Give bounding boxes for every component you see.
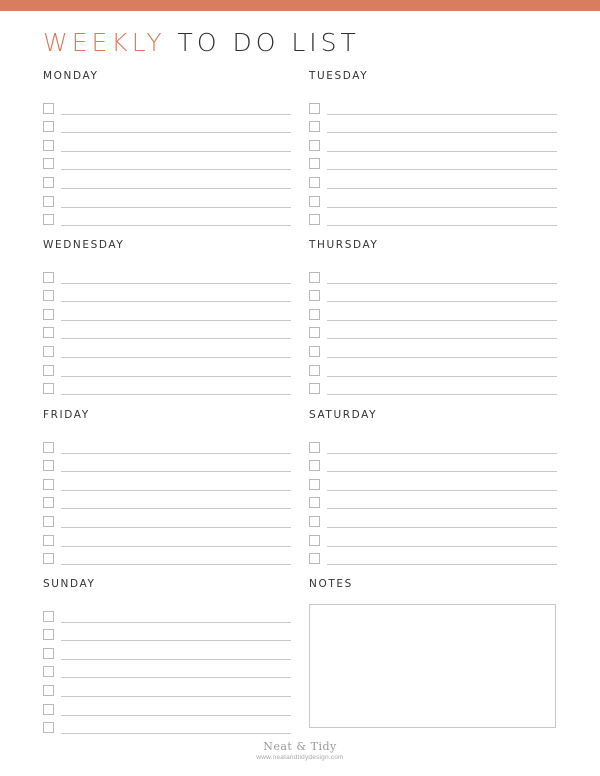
task-row [43, 623, 291, 642]
task-row [43, 491, 291, 510]
day-section-monday [43, 69, 291, 226]
task-checkbox[interactable] [309, 327, 320, 338]
day-title: WEDNESDAY [43, 239, 125, 251]
task-row [43, 208, 291, 227]
task-write-line[interactable] [61, 733, 291, 734]
task-checkbox[interactable] [309, 553, 320, 564]
task-checkbox[interactable] [43, 290, 54, 301]
task-checkbox[interactable] [43, 535, 54, 546]
task-checkbox[interactable] [309, 309, 320, 320]
task-row [43, 454, 291, 473]
task-write-line[interactable] [61, 225, 291, 226]
task-write-line[interactable] [327, 490, 557, 491]
task-checkbox[interactable] [309, 103, 320, 114]
task-row [43, 472, 291, 491]
task-checkbox[interactable] [43, 704, 54, 715]
page-title-rest: TO DO LIST [177, 28, 360, 57]
top-accent-bar [0, 0, 600, 11]
task-write-line[interactable] [61, 376, 291, 377]
task-write-line[interactable] [61, 527, 291, 528]
task-write-line[interactable] [61, 696, 291, 697]
task-write-line[interactable] [327, 169, 557, 170]
task-checkbox[interactable] [43, 516, 54, 527]
task-row [309, 321, 557, 340]
task-row [309, 152, 557, 171]
task-list [309, 96, 557, 226]
task-checkbox[interactable] [43, 140, 54, 151]
task-write-line[interactable] [61, 622, 291, 623]
task-checkbox[interactable] [309, 177, 320, 188]
task-row [43, 358, 291, 377]
task-list [43, 604, 291, 734]
task-checkbox[interactable] [309, 460, 320, 471]
task-row [309, 435, 557, 454]
day-title: SUNDAY [43, 578, 96, 590]
task-checkbox[interactable] [309, 365, 320, 376]
task-row [43, 377, 291, 396]
task-write-line[interactable] [61, 207, 291, 208]
task-row [309, 547, 557, 566]
task-write-line[interactable] [327, 546, 557, 547]
day-section-friday [43, 408, 291, 565]
task-row [309, 208, 557, 227]
task-write-line[interactable] [61, 715, 291, 716]
task-list [309, 435, 557, 565]
task-row [309, 284, 557, 303]
task-row [43, 604, 291, 623]
task-row [43, 660, 291, 679]
task-checkbox[interactable] [43, 611, 54, 622]
task-checkbox[interactable] [309, 140, 320, 151]
task-write-line[interactable] [327, 207, 557, 208]
task-row [309, 265, 557, 284]
task-write-line[interactable] [327, 320, 557, 321]
task-write-line[interactable] [327, 132, 557, 133]
task-write-line[interactable] [61, 114, 291, 115]
task-write-line[interactable] [61, 132, 291, 133]
task-checkbox[interactable] [43, 497, 54, 508]
task-write-line[interactable] [61, 564, 291, 565]
notes-section [309, 577, 557, 728]
task-checkbox[interactable] [43, 346, 54, 357]
task-checkbox[interactable] [43, 121, 54, 132]
task-write-line[interactable] [61, 188, 291, 189]
task-write-line[interactable] [61, 677, 291, 678]
task-row [309, 170, 557, 189]
task-row [309, 96, 557, 115]
task-checkbox[interactable] [43, 629, 54, 640]
task-row [43, 678, 291, 697]
task-checkbox[interactable] [309, 442, 320, 453]
task-row [43, 339, 291, 358]
task-row [43, 547, 291, 566]
task-checkbox[interactable] [43, 196, 54, 207]
task-checkbox[interactable] [309, 497, 320, 508]
task-checkbox[interactable] [43, 327, 54, 338]
task-write-line[interactable] [61, 508, 291, 509]
task-row [43, 528, 291, 547]
task-write-line[interactable] [327, 225, 557, 226]
task-row [43, 170, 291, 189]
task-write-line[interactable] [61, 453, 291, 454]
task-row [43, 641, 291, 660]
task-write-line[interactable] [327, 376, 557, 377]
task-row [309, 454, 557, 473]
task-row [43, 284, 291, 303]
task-write-line[interactable] [61, 357, 291, 358]
task-checkbox[interactable] [43, 272, 54, 283]
task-list [309, 265, 557, 395]
task-row [309, 133, 557, 152]
task-write-line[interactable] [61, 320, 291, 321]
day-title: SATURDAY [309, 409, 378, 421]
task-checkbox[interactable] [309, 479, 320, 490]
task-checkbox[interactable] [309, 535, 320, 546]
task-checkbox[interactable] [43, 722, 54, 733]
task-write-line[interactable] [327, 188, 557, 189]
task-row [43, 716, 291, 735]
task-write-line[interactable] [327, 394, 557, 395]
task-row [43, 265, 291, 284]
task-write-line[interactable] [61, 301, 291, 302]
footer-url: www.neatandtidydesign.com [256, 754, 344, 761]
task-checkbox[interactable] [43, 383, 54, 394]
task-write-line[interactable] [327, 338, 557, 339]
task-checkbox[interactable] [309, 196, 320, 207]
task-write-line[interactable] [327, 301, 557, 302]
task-checkbox[interactable] [43, 103, 54, 114]
task-write-line[interactable] [327, 527, 557, 528]
day-section-wednesday [43, 238, 291, 395]
notes-title: NOTES [309, 578, 353, 590]
task-row [309, 377, 557, 396]
task-row [309, 472, 557, 491]
task-row [309, 339, 557, 358]
task-row [43, 321, 291, 340]
task-checkbox[interactable] [309, 214, 320, 225]
day-title: THURSDAY [309, 239, 379, 251]
day-section-tuesday [309, 69, 557, 226]
task-list [43, 435, 291, 565]
task-row [309, 115, 557, 134]
task-write-line[interactable] [61, 471, 291, 472]
task-list [43, 265, 291, 395]
task-write-line[interactable] [327, 151, 557, 152]
task-checkbox[interactable] [309, 346, 320, 357]
task-checkbox[interactable] [43, 479, 54, 490]
footer-brand: Neat & Tidy [263, 740, 337, 753]
page-title [43, 28, 360, 58]
task-row [309, 358, 557, 377]
day-section-saturday [309, 408, 557, 565]
day-title: MONDAY [43, 70, 99, 82]
day-section-sunday [43, 577, 291, 734]
task-checkbox[interactable] [309, 516, 320, 527]
task-row [43, 509, 291, 528]
task-row [309, 302, 557, 321]
task-checkbox[interactable] [43, 460, 54, 471]
task-row [43, 115, 291, 134]
task-row [43, 189, 291, 208]
day-section-thursday [309, 238, 557, 395]
task-list [43, 96, 291, 226]
notes-box[interactable] [309, 604, 556, 728]
day-title: FRIDAY [43, 409, 90, 421]
task-checkbox[interactable] [43, 685, 54, 696]
task-checkbox[interactable] [43, 553, 54, 564]
page-title-accent: WEEKLY [43, 28, 166, 57]
task-checkbox[interactable] [43, 365, 54, 376]
task-checkbox[interactable] [43, 648, 54, 659]
task-write-line[interactable] [61, 659, 291, 660]
task-row [43, 697, 291, 716]
task-write-line[interactable] [327, 114, 557, 115]
task-write-line[interactable] [327, 471, 557, 472]
task-checkbox[interactable] [309, 272, 320, 283]
task-row [309, 509, 557, 528]
task-row [43, 302, 291, 321]
task-checkbox[interactable] [309, 290, 320, 301]
task-checkbox[interactable] [43, 158, 54, 169]
task-checkbox[interactable] [43, 442, 54, 453]
task-write-line[interactable] [327, 357, 557, 358]
task-row [43, 96, 291, 115]
task-write-line[interactable] [61, 283, 291, 284]
task-checkbox[interactable] [43, 666, 54, 677]
task-checkbox[interactable] [309, 158, 320, 169]
task-checkbox[interactable] [43, 214, 54, 225]
task-row [309, 491, 557, 510]
task-checkbox[interactable] [309, 383, 320, 394]
task-write-line[interactable] [327, 508, 557, 509]
task-checkbox[interactable] [309, 121, 320, 132]
task-row [309, 528, 557, 547]
task-checkbox[interactable] [43, 177, 54, 188]
task-write-line[interactable] [327, 564, 557, 565]
task-write-line[interactable] [61, 394, 291, 395]
task-row [43, 152, 291, 171]
task-write-line[interactable] [327, 453, 557, 454]
task-write-line[interactable] [61, 640, 291, 641]
task-row [309, 189, 557, 208]
task-write-line[interactable] [61, 151, 291, 152]
task-row [43, 133, 291, 152]
task-row [43, 435, 291, 454]
day-title: TUESDAY [309, 70, 369, 82]
task-write-line[interactable] [327, 283, 557, 284]
task-write-line[interactable] [61, 338, 291, 339]
task-write-line[interactable] [61, 169, 291, 170]
task-write-line[interactable] [61, 490, 291, 491]
task-write-line[interactable] [61, 546, 291, 547]
task-checkbox[interactable] [43, 309, 54, 320]
